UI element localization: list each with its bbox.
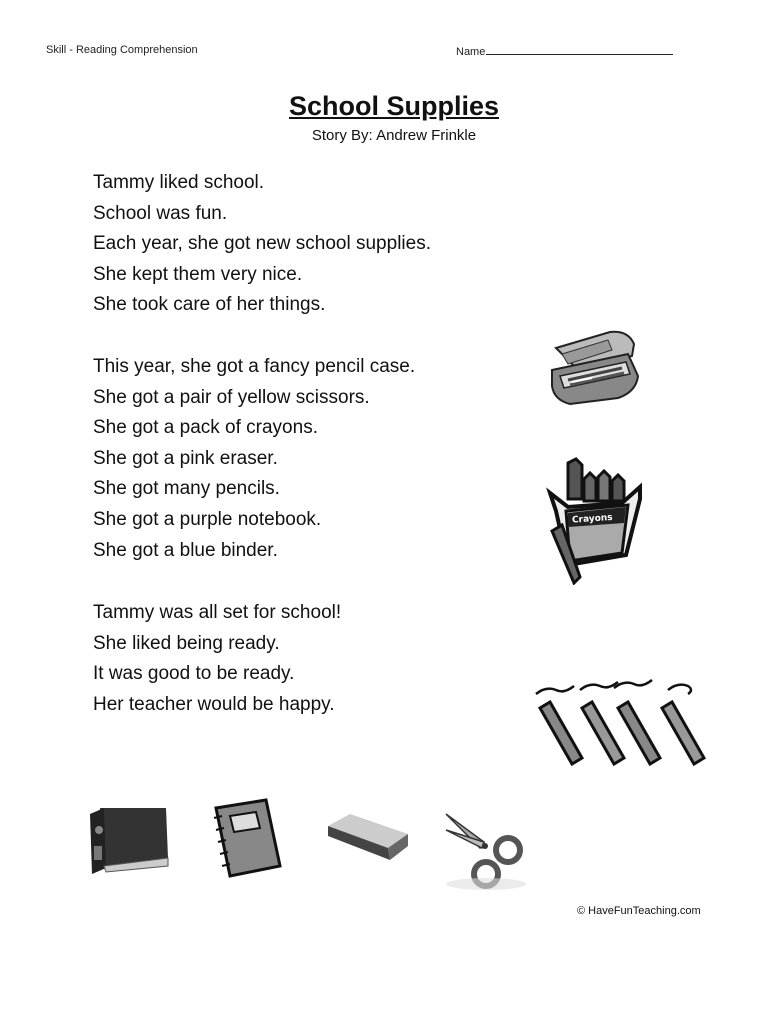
story-paragraph-2 (93, 352, 415, 566)
pencils-icon (528, 672, 716, 772)
eraser-icon (322, 808, 412, 864)
skill-label: Skill - Reading Comprehension (46, 44, 198, 56)
notebook-icon (208, 796, 288, 882)
crayon-box-icon (546, 455, 644, 585)
page-title: School Supplies (288, 91, 500, 121)
story-paragraph-1 (93, 168, 431, 321)
name-blank-line[interactable] (486, 44, 673, 55)
story-line: She got a pair of yellow scissors. (93, 386, 370, 408)
story-line: This year, she got a fancy pencil case. (93, 356, 416, 377)
copyright-text: © HaveFunTeaching.com (577, 905, 701, 917)
scissors-icon (440, 808, 530, 892)
story-line: She took care of her things. (93, 294, 326, 316)
story-line: She got a purple notebook. (93, 508, 322, 530)
binder-icon (82, 800, 172, 880)
story-line: School was fun. (93, 202, 228, 224)
crayon-box-label: Crayons (571, 512, 613, 526)
name-field[interactable] (456, 44, 673, 58)
story-line: Her teacher would be happy. (93, 693, 335, 715)
story-line: Tammy was all set for school! (93, 602, 342, 623)
story-line: She got a pink eraser. (93, 447, 278, 469)
story-paragraph-3 (93, 598, 341, 720)
pencil-case-icon (548, 326, 643, 406)
story-line: She kept them very nice. (93, 263, 303, 285)
story-line: She got a pack of crayons. (93, 417, 318, 439)
story-line: She liked being ready. (93, 632, 280, 654)
story-line: She got many pencils. (93, 478, 280, 500)
name-label: Name (456, 46, 486, 58)
story-line: It was good to be ready. (93, 663, 295, 685)
story-line: She got a blue binder. (93, 539, 278, 561)
story-byline: Story By: Andrew Frinkle (311, 127, 477, 144)
story-line: Tammy liked school. (93, 172, 265, 193)
story-line: Each year, she got new school supplies. (93, 233, 431, 255)
